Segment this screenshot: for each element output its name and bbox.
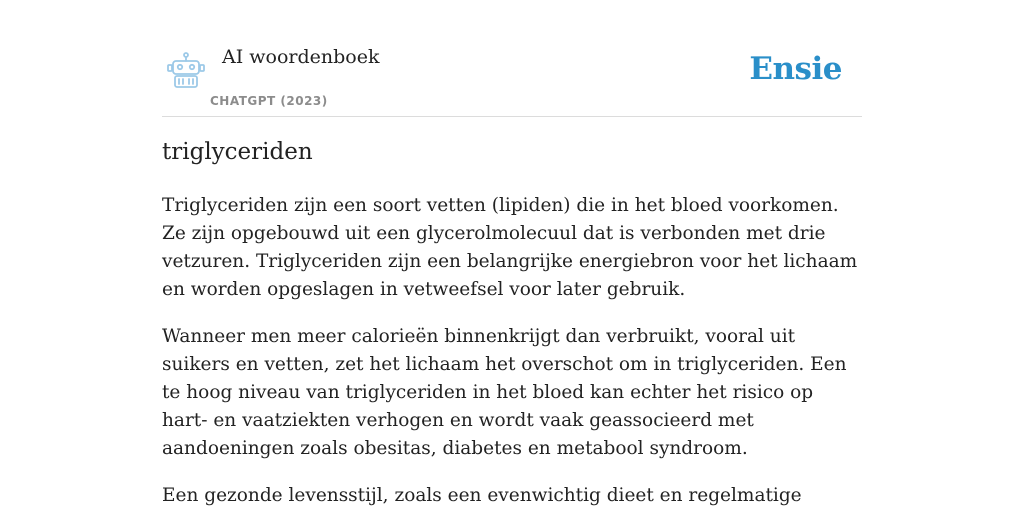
header — [162, 0, 862, 117]
ensie-logo[interactable]: Ensie — [749, 51, 842, 87]
entry-definition — [162, 192, 862, 512]
definition-paragraph: Triglyceriden zijn een soort vetten (lipiden) die in het bloed voorkomen. Ze zijn opgebouwd uit een glycerolmolecuul dat is verbonden met drie vetzuren. Triglyceriden zijn een belangrijke energiebron voor het lichaam en worden opgeslagen in vetweefsel voor later gebruik. — [162, 195, 858, 300]
robot-icon — [165, 52, 207, 90]
dictionary-source: CHATGPT (2023) — [210, 94, 328, 108]
dictionary-title[interactable]: AI woordenboek — [222, 46, 380, 68]
entry-term: triglyceriden — [162, 139, 313, 165]
definition-paragraph: Wanneer men meer calorieën binnenkrijgt dan verbruikt, vooral uit suikers en vetten, zet het lichaam het overschot om in triglyceriden. Een te hoog niveau van triglyceriden in het bloed kan echter het risico op hart- en vaatziekten verhogen en wordt vaak geassocieerd met aandoeningen zoals obesitas, diabetes en metabool syndroom. — [162, 326, 847, 459]
page — [162, 0, 862, 512]
definition-paragraph: Een gezonde levensstijl, zoals een evenwichtig dieet en regelmatige — [162, 485, 802, 506]
